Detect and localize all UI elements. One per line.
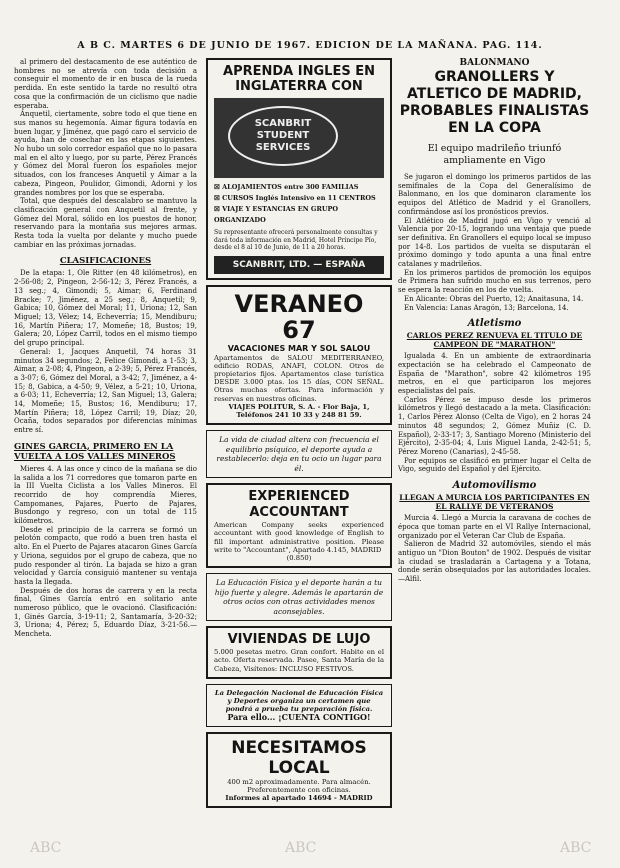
ad-premises [206,732,392,809]
article-paragraph: Desde el principio de la carrera se formó un pelotón compacto, que rodó a buen tren hasta el alto. En el Puerto de Pajares atacaron Gines García y Uriona, seguidos por el grupo de cabeza, que no pudo responder al tirón. La bajada se hizo a gran velocidad y García consiguió mantener su ventaja hasta la llegada. [14,525,197,586]
ad-reference: (0.850) [286,553,312,562]
classification-heading: CLASIFICACIONES [59,256,152,267]
ad-title: VIVIENDAS DE LUJO [227,632,371,648]
article-paragraph: En los primeros partidos de promoción los equipos de Primera han sufrido mucho en sus terrenos, pero se espera la reacción en los de vuelta. [398,268,591,295]
ad-title: VERANEO 67 [234,289,364,344]
stage-classification: De la etapa: 1, Ole Ritter (en 48 kilómetros), en 2-56-08; 2, Pingeon, 2-56-12; 3, Pérez Francés, a 13 seg.; 4, Gimondi; 5, Aimar; 6, Ferdinand Bracke; 7, Jiménez, a 25 seg.; 8, Anquetil; 9, Gabica; 10, Gómez del Moral; 11, Uriona; 12, San Miguel; 13, Vélez; 14, Echeverría; 15, Mendiburu; 16, Martín Piñera; 17, Momeñe; 18, Bustos; 19, Galera; 20, López Carril, todos en el mismo tiempo del grupo principal. [14,269,197,348]
ad-body: American Company seeks experienced accountant with good knowledge of English to fill important administrative position. Please write to "Accountant", Apartado 4.145, MADRID [214,521,384,554]
ad-veraneo [206,285,392,426]
column-ads [206,58,392,858]
ad-delegation [206,684,392,727]
article-paragraph: Por equipos se clasificó en primer lugar el Celta de Vigo, seguido del Español y del Ejército. [398,456,591,474]
article-paragraph: El Atlético de Madrid jugó en Vigo y venció al Valencia por 20-15, logrando una ventaja que puede ser definitiva. En Granollers el equipo local se impuso por 14-8. Los partidos de vuelta se disputarán el próximo domingo y todo apunta a una final entre catalanes y madrileños. [398,216,591,269]
checkbox-icon: ☒ [214,205,223,213]
abc-watermark: ABC [560,840,592,856]
article-paragraph: Se jugaron el domingo los primeros partidos de las semifinales de la Copa del Generalísimo de Balonmano, en los que dominaron claramente los equipos del Atlético de Madrid y el Granollers, confirmándose así los pronósticos previos. [398,173,591,216]
section-title: Atletismo [467,318,522,330]
ad-body: La vida de ciudad altera con frecuencia el equilibrio psíquico, el deporte ayuda a restablecerlo: deja en tu ocio un lugar para él. [216,435,382,473]
ad-title: APRENDA INGLES EN INGLATERRA CON [223,64,375,94]
article-paragraph: al primero del destacamento de ese auténtico de hombres no se atrevía con toda decisión a conseguir el momento de ir en busca de la rueda perdida. En este sentido la tarde no resultó otra cosa que la confirmación de un ciclismo que nadie esperaba. [14,58,197,110]
ad-title: EXPERIENCED ACCOUNTANT [248,489,350,521]
ad-feature: ☒ VIAJE Y ESTANCIAS EN GRUPO ORGANIZADO [214,205,339,224]
ad-photo [214,98,384,178]
article-paragraph: Murcia 4. Llegó a Murcia la caravana de coches de época que toman parte en el VI Rallye Internacional, organizado por el Veteran Car Club de España. [398,514,591,540]
page-header: A B C. MARTES 6 DE JUNIO DE 1967. EDICION DE LA MAÑANA. PAG. 114. [77,40,543,51]
ad-contact: VIAJES POLITUR, S. A. - Flor Baja, 1, Teléfonos 241 10 33 y 248 81 59. [228,402,370,419]
ad-body: La Delegación Nacional de Educación Física y Deportes organiza un certamen que pondrá a prueba tu preparación física. [214,688,384,714]
ad-physical-education [206,573,392,621]
article-heading: GINES GARCIA, PRIMERO EN LA VUELTA A LOS VALLES MINEROS [14,441,176,462]
column-right [398,58,591,858]
article-paragraph: Igualada 4. En un ambiente de extraordinaria expectación se ha celebrado el Campeonato de España de "Marathon", sobre 42 kilómetros 195 metros, en el que participaron los mejores especialistas del país. [398,352,591,396]
subheadline: El equipo madrileño triunfó ampliamente en Vigo [427,143,562,166]
article-paragraph: Anquetil, ciertamente, sobre todo el que tiene en sus manos su hegemonía. Aimar figura todavía en buen lugar, y Jiménez, que pagó caro el servicio de ayuda, han de cosechar en las etapas siguientes. No hubo un solo corredor español que no lo pasara mal en el alto y luego, por su parte, Pérez Francés y Gómez del Moral fueron los españoles mejor situados, con los franceses Anquetil y Aimar a la cabeza, Pingeon, Poulidor, Gimondi, Adorni y los grandes nombres por los que se esperaba. [14,110,197,197]
article-heading: LLEGAN A MURCIA LOS PARTICIPANTES EN EL RALLYE DE VETERANOS [399,493,590,512]
section-title: Automovilismo [452,480,537,492]
match-result: En Alicante: Obras del Puerto, 12; Anaitasuna, 14. [404,294,584,303]
ad-note: Su representante ofrecerá personalmente consultas y dará toda información en Madrid, Hotel Príncipe Pío, desde el 8 al 10 de Junio, de 11 a 20 horas. [214,229,378,251]
article-paragraph: Salieron de Madrid 32 automóviles, siendo el más antiguo un "Dion Bouton" de 1902. Después de visitar la ciudad se trasladarán a Cartagena y a Totana, donde serán obsequiados por las autoridades locales.—Alfil. [398,540,591,584]
abc-watermark: ABC [285,840,317,856]
scanbrit-logo: SCANBRIT STUDENT SERVICES [228,106,338,166]
ad-feature: ☒ CURSOS Inglés Intensivo en 11 CENTROS [214,194,376,202]
ad-title: NECESITAMOS LOCAL [231,737,367,778]
checkbox-icon: ☒ [214,183,223,191]
general-classification: General: 1, Jacques Anquetil, 74 horas 31 minutos 34 segundos; 2, Felice Gimondi, a 1-53; 3, Aimar, a 2-08; 4, Pingeon, a 2-39; 5, Pérez Francés, a 3-07; 6, Gómez del Moral, a 3-42; 7, Jiménez, a 4-15; 8, Gabica, a 4-50; 9, Vélez, a 5-21; 10, Uriona, a 6-03; 11, Echeverría; 12, San Miguel; 13, Galera; 14, Momeñe; 15, Bustos; 16, Mendiburu; 17, Martín Piñera; 18, López Carril; 19, Díaz; 20, Ocaña, todos separados por diferencias mínimas entre sí. [14,347,197,435]
ad-contact: Informes al apartado 14694 - MADRID [225,793,373,802]
ad-footer: SCANBRIT, LTD. — ESPAÑA [214,256,384,274]
ad-body: 400 m2 aproximadamente. Para almacén. Preferentemente con oficinas. [227,777,371,794]
ad-subtitle: VACACIONES MAR Y SOL SALOU [227,343,371,353]
article-paragraph: Después de dos horas de carrera y en la recta final, Gines García entró en solitario ante numeroso público, que le ovacionó. Clasificación: 1, Ginés García, 3-19-11; 2, Santamaría, 3-20-32; 3, Uriona; 4, Pérez; 5, Eduardo Díaz, 3-21-56.—Mencheta. [14,586,197,639]
ad-body: La Educación Física y el deporte harán a tu hijo fuerte y alegre. Además le apartarán de otros ocios con otras actividades menos aconsejables. [214,578,384,616]
abc-watermark: ABC [30,840,62,856]
article-paragraph: Mieres 4. A las once y cinco de la mañana se dio la salida a los 71 corredores que tomaron parte en la III Vuelta Ciclista a los Valles Mineros. El recorrido de hoy comprendía Mieres, Campomanes, Pajares, Puerto de Pajares, Busdongo y regreso, con un total de 115 kilómetros. [14,464,197,526]
ad-feature-list [214,182,384,226]
ad-city-life [206,430,392,478]
ad-body: 5.000 pesetas metro. Gran confort. Habite en el acto. Oferta reservada. Pasee, Santa María de la Cabeza, Visítenos: INCLUSO FESTIVOS. [214,648,384,673]
match-result: En Valencia: Lanas Aragón, 13; Barcelona, 14. [404,303,569,312]
main-headline: GRANOLLERS Y ATLETICO DE MADRID, PROBABLES FINALISTAS EN LA COPA [399,69,590,136]
article-paragraph: Total, que después del descalabro se mantuvo la clasificación general con Anquetil al frente, y Gómez del Moral, sólido en los puestos de honor, reservando para la montaña sus mejores armas. Resta toda la vuelta por delante y mucho puede cambiar en las próximas jornadas. [14,197,197,249]
checkbox-icon: ☒ [214,194,223,202]
article-paragraph: Carlos Pérez se impuso desde los primeros kilómetros y llegó destacado a la meta. Clasificación: 1, Carlos Pérez Alonso (Celta de Vigo), en 2 horas 24 minutos 48 segundos; 2, Gómez Muñiz (C. D. Español), 2-33-17; 3, Santiago Moreno (Ministerio del Ejército), 2-35-04; 4, Luis Miguel Landa, 2-42-51; 5, Pérez Moreno (Canarias), 2-45-58. [398,395,591,456]
column-left [14,58,197,858]
ad-accountant [206,483,392,568]
ad-body: Apartamentos de SALOU MEDITERRANEO, edificio RODAS, ANAFI, COLON. Otros de propietarios fijos. Apartamentos clase turística DESDE 3.000 ptas. los 15 días, CON SEÑAL. Otras muchas ofertas. Para información y reservas en nuestras oficinas. [214,353,384,403]
ad-luxury-homes [206,626,392,679]
ad-english-courses [206,58,392,280]
ad-cta: Para ello... ¡CUENTA CONTIGO! [227,712,371,723]
article-heading: CARLOS PEREZ RENUEVA EL TITULO DE CAMPEON DE "MARATHON" [406,331,583,350]
ad-feature: ☒ ALOJAMIENTOS entre 300 FAMILIAS [214,183,359,191]
section-kicker: BALONMANO [459,58,530,68]
